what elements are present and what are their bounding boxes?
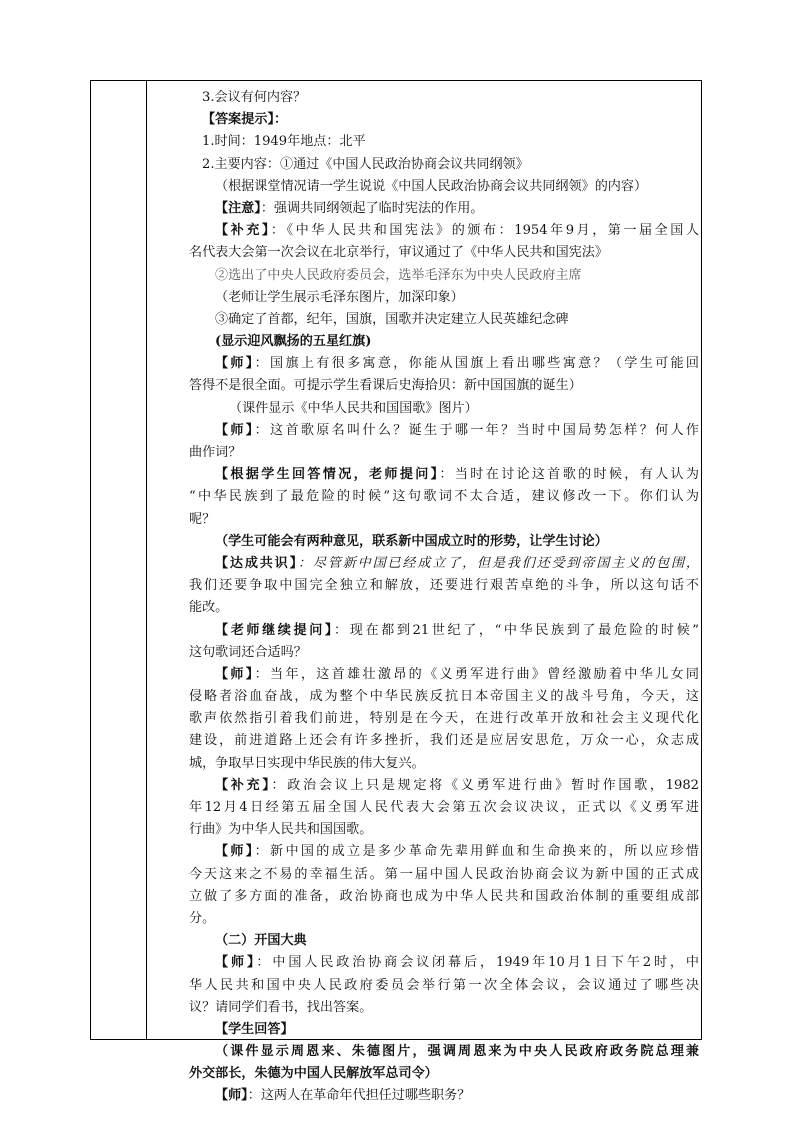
text-span: 呢？: [189, 511, 216, 527]
text-line: [189, 841, 699, 863]
text-line: [189, 952, 699, 974]
bold-text: 【补充】: [215, 223, 271, 239]
text-line: [189, 442, 699, 464]
text-line: [189, 642, 699, 664]
text-line: [189, 620, 699, 642]
text-span: “中华民族到了最危险的时候”这句歌词不太合适，建议修改一下。你们认为: [189, 489, 699, 505]
text-line: [189, 575, 699, 597]
text-span: ③确定了首都，纪年，国旗，国歌并决定建立人民英雄纪念碑: [215, 311, 569, 327]
bold-text: 【老师继续提问】: [215, 622, 335, 638]
text-line: [189, 176, 699, 198]
text-span: 年12月4日经第五届全国人民代表大会第五次会议决议，正式以《义勇军进: [189, 800, 699, 815]
bold-text: 【师】: [215, 666, 255, 682]
text-line: [189, 553, 699, 575]
bold-text: （二）开国大典: [215, 933, 307, 949]
text-span: ：当年，这首雄壮激昂的《义勇军进行曲》曾经激励着中华儿女同: [254, 666, 699, 682]
bold-text: 外交部长，朱德为中国人民解放军总司令）: [189, 1066, 438, 1082]
text-span: （老师让学生展示毛泽东图片，加深印象）: [215, 289, 464, 305]
text-span: ：政治会议上只是规定将《义勇军进行曲》暂时作国歌，1982: [271, 777, 699, 793]
text-span: （根据课堂情况请一学生说说《中国人民政治协商会议共同纲领》的内容）: [215, 178, 648, 194]
text-span: ：国旗上有很多寓意，你能从国旗上看出哪些寓意？（学生可能回: [254, 356, 699, 372]
text-span: 建设，前进道路上还会有许多挫折，我们还是应居安思危，万众一心，众志成: [189, 733, 699, 749]
text-line: [189, 975, 699, 997]
text-line: [189, 309, 699, 331]
text-span: 分。: [189, 910, 216, 926]
text-span: ：尽管新中国已经成立了，但是我们还受到帝国主义的包围，: [297, 555, 699, 571]
text-span: ：中国人民政治协商会议闭幕后，1949年10月1日下午2时，中: [256, 955, 699, 971]
bold-text: 【师】: [215, 1088, 248, 1104]
text-line: [189, 930, 699, 952]
lesson-table: [90, 80, 702, 1104]
text-line: [189, 398, 699, 420]
text-line: [189, 708, 699, 730]
bold-text: 【补充】: [215, 777, 272, 793]
bold-text: （学生可能会有两种意见，联系新中国成立时的形势，让学生讨论）: [215, 533, 608, 549]
text-line: [189, 464, 699, 486]
text-line: [189, 775, 699, 797]
text-span: 华人民共和国中央人民政府委员会举行第一次全体会议，会议通过了哪些决: [189, 977, 699, 993]
text-line: [189, 486, 699, 508]
text-span: ：强调共同纲领起了临时宪法的作用。: [260, 200, 484, 216]
text-span: 2.主要内容：: [202, 156, 280, 172]
text-line: [189, 597, 699, 619]
bold-text: 【师】: [215, 955, 257, 971]
bold-text: 【根据学生回答情况，老师提问】: [215, 467, 440, 483]
text-span: 城，争取早日实现中华民族的伟大复兴。: [189, 755, 425, 771]
text-line: [189, 131, 699, 153]
text-line: [189, 420, 699, 442]
text-line: [189, 664, 699, 686]
text-line: [189, 819, 699, 841]
text-line: [189, 220, 699, 242]
text-line: [189, 908, 699, 930]
bold-text: 【师】: [215, 422, 255, 438]
text-span: 行曲》为中华人民共和国国歌。: [189, 822, 373, 838]
bold-text: 【师】: [215, 844, 255, 860]
text-span: 1.时间：1949年地点：北平: [202, 134, 366, 150]
text-span: 3.会议有何内容？: [202, 90, 307, 105]
table-left-column: [91, 81, 147, 1039]
text-span: 通过《中国人民政治协商会议共同纲领》: [293, 156, 529, 172]
text-span: ：这两人在革命年代担任过哪些职务？: [247, 1088, 471, 1104]
text-line: [189, 797, 699, 819]
text-span: ：《中华人民共和国宪法》的颁布：1954年9月，第一届全国人: [270, 223, 699, 239]
text-span: 名代表大会第一次会议在北京举行，审议通过了《中华人民共和国宪法》: [189, 245, 608, 261]
bold-text: 【达成共识】: [215, 555, 298, 571]
text-line: [189, 198, 699, 220]
bold-text: 【师】: [215, 356, 255, 372]
bold-text: 【注意】: [215, 200, 261, 216]
text-line: [189, 287, 699, 309]
text-span: 答得不是很全面。可提示学生看课后史海拾贝：新中国国旗的诞生）: [189, 378, 582, 394]
text-line: [189, 87, 699, 109]
text-span: 侵略者浴血奋战，成为整个中华民族反抗日本帝国主义的战斗号角，今天，这: [189, 689, 699, 705]
text-span: 能改。: [189, 600, 229, 616]
text-line: [189, 1085, 699, 1107]
text-span: 立做了多方面的准备，政治协商也成为中华人民共和国政治体制的重要组成部: [189, 888, 699, 904]
text-line: [189, 154, 699, 176]
text-line: [189, 864, 699, 886]
text-line: [189, 531, 699, 553]
table-right-column: [147, 81, 701, 1104]
text-span: ：新中国的成立是多少革命先辈用鲜血和生命换来的，所以应珍惜: [254, 844, 699, 860]
text-span: 歌声依然指引着我们前进，特别是在今天，在进行改革开放和社会主义现代化: [189, 711, 699, 727]
text-line: [189, 686, 699, 708]
text-line: [189, 353, 699, 375]
text-line: [189, 109, 699, 131]
text-span: 我们还要争取中国完全独立和解放，还要进行艰苦卓绝的斗争，所以这句话不: [189, 578, 699, 594]
bold-text: 【答案提示】：: [202, 112, 288, 128]
text-span: 今天这来之不易的幸福生活。第一届中国人民政治协商会议为新中国的正式成: [189, 866, 699, 882]
text-span: 这句歌词还合适吗？: [189, 644, 307, 660]
text-span: （课件显示《中华人民共和国国歌》图片）: [229, 400, 478, 416]
text-line: [189, 1041, 699, 1063]
text-line: [189, 265, 699, 287]
text-line: [189, 509, 699, 531]
text-span: ：这首歌原名叫什么？诞生于哪一年？当时中国局势怎样？何人作: [254, 422, 699, 438]
text-line: [189, 997, 699, 1019]
text-span: ：当时在讨论这首歌的时候，有人认为: [439, 467, 699, 483]
text-line: [189, 1063, 699, 1085]
text-line: [189, 375, 699, 397]
text-span: 议？请同学们看书，找出答案。: [189, 999, 373, 1015]
circled-number: ①: [279, 156, 294, 172]
text-span: 曲作词？: [189, 445, 242, 460]
text-line: [189, 730, 699, 752]
text-line: [189, 1019, 699, 1041]
text-span: ：现在都到21世纪了，“中华民族到了最危险的时候”: [334, 622, 699, 638]
lesson-content: [189, 87, 699, 1108]
text-span: ②选出了中央人民政府委员会，选举毛泽东为中央人民政府主席: [215, 267, 582, 283]
bold-text: (显示迎风飘扬的五星红旗): [215, 334, 372, 350]
bold-text: 【学生回答】: [215, 1021, 294, 1037]
text-line: [189, 331, 699, 353]
text-line: [189, 886, 699, 908]
text-line: [189, 242, 699, 264]
text-line: [189, 753, 699, 775]
bold-text: （课件显示周恩来、朱德图片，强调周恩来为中央人民政府政务院总理兼: [215, 1044, 699, 1060]
